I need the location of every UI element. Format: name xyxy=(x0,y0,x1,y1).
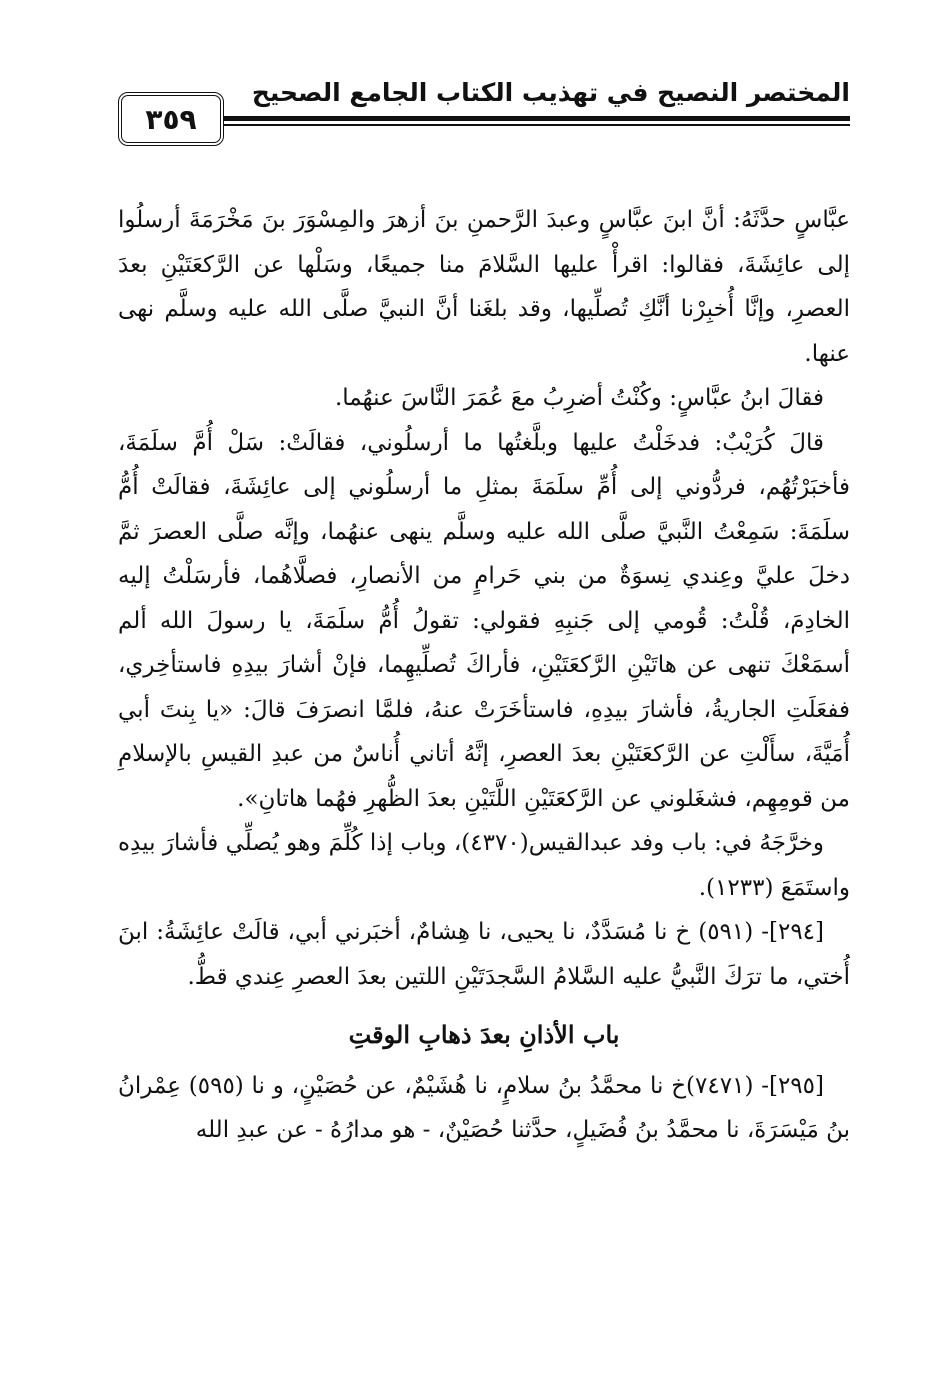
page-header xyxy=(118,76,850,156)
running-title: المختصر النصيح في تهذيب الكتاب الجامع الصحيح xyxy=(251,78,850,107)
page-number-box xyxy=(118,92,224,146)
header-rule-thick xyxy=(224,116,850,121)
paragraph: قالَ كُرَيْبٌ: فدخَلْتُ عليها وبلَّغتُها ما أرسلُوني، فقالَتْ: سَلْ أُمَّ سلَمَةَ، فأخبَرْتُهُم، فردُّوني إلى أُمِّ سلَمَةَ بمثلِ ما أرسلُوني إلى عائِشَةَ، فقالَتْ أُمُّ سلَمَةَ: سَمِعْتُ النَّبيَّ صلَّى الله عليه وسلَّم ينهى عنهُما، وإنَّه صلَّى العصرَ ثمَّ دخلَ عليَّ وعِندي نِسوَةٌ من بني حَرامٍ من الأنصارِ، فصلَّاهُما، فأرسَلْتُ إليه الخادِمَ، قُلْتُ: قُومي إلى جَنبِهِ فقولي: تقولُ أُمُّ سلَمَةَ، يا رسولَ الله ألم أسمَعْكَ تنهى عن هاتَيْنِ الرَّكعَتَيْنِ، فأراكَ تُصلِّيهِما، فإنْ أشارَ بيدِهِ فاستأخِري، ففعَلَتِ الجاريةُ، فأشارَ بيدِهِ، فاستأخَرَتْ عنهُ، فلمَّا انصرَفَ قالَ: «يا بِنتَ أبي أُمَيَّةَ، سأَلْتِ عن الرَّكعَتَيْنِ بعدَ العصرِ، إنَّهُ أتاني أُناسٌ من عبدِ القيسِ بالإسلامِ من قومِهِم، فشغَلوني عن الرَّكعَتَيْنِ اللَّتَيْنِ بعدَ الظُّهرِ فهُما هاتانِ». xyxy=(118,429,850,812)
body-text xyxy=(118,198,850,1153)
page-number: ٣٥٩ xyxy=(145,102,197,136)
header-rule-thin xyxy=(224,124,850,126)
hadith-entry: [٢٩٤]- (٥٩١) خ نا مُسَدَّدٌ، نا يحيى، نا هِشامٌ، أخبَرني أبي، قالَتْ عائِشَةُ: ابنَ أُختي، ما ترَكَ النَّبيُّ عليه السَّلامُ السَّجدَتَيْنِ اللتين بعدَ العصرِ عِندي قطُّ. xyxy=(118,919,850,990)
hadith-entry: [٢٩٥]- (٧٤٧١)خ نا محمَّدُ بنُ سلامٍ، نا هُشَيْمٌ، عن حُصَيْنٍ، و نا (٥٩٥) عِمْرانُ بنُ مَيْسَرَةَ، نا محمَّدُ بنُ فُضَيلٍ، حدَّثنا حُصَيْنٌ، - هو مدارُهُ - عن عبدِ الله xyxy=(118,1072,850,1143)
paragraph: عبَّاسٍ حدَّثَهُ: أنَّ ابنَ عبَّاسٍ وعبدَ الرَّحمنِ بنَ أزهرَ والمِسْوَرَ بنَ مَخْرَمَةَ أرسلُوا إلى عائِشَةَ، فقالوا: اقرأْ عليها السَّلامَ منا جميعًا، وسَلْها عن الرَّكعَتَيْنِ بعدَ العصرِ، وإنَّا أُخبِرْنا أنَّكِ تُصلِّيها، وقد بلغَنا أنَّ النبيَّ صلَّى الله عليه وسلَّم نهى عنها. xyxy=(118,207,850,367)
paragraph: وخرَّجَهُ في: باب وفد عبدالقيس(٤٣٧٠)، وباب إذا كُلِّمَ وهو يُصلِّي فأشارَ بيدِه واستَمَعَ (١٢٣٣). xyxy=(118,830,850,901)
paragraph: فقالَ ابنُ عبَّاسٍ: وكُنْتُ أضرِبُ معَ عُمَرَ النَّاسَ عنهُما. xyxy=(334,385,824,411)
chapter-heading: باب الأذانِ بعدَ ذهابِ الوقتِ xyxy=(348,1020,620,1049)
